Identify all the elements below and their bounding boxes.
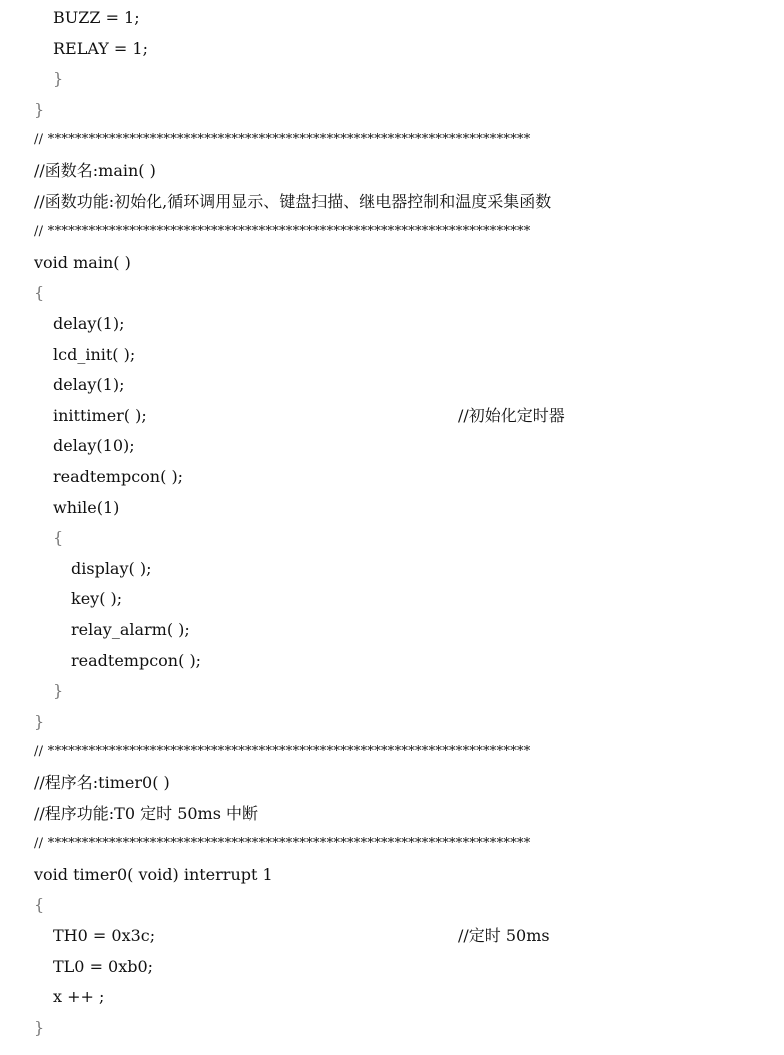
code-text: } [34, 99, 45, 119]
code-text: void main( ) [34, 252, 131, 272]
code-text: void timer0( void) interrupt 1 [34, 864, 273, 884]
code-text: RELAY = 1; [53, 38, 148, 58]
code-text: //程序功能:T0 定时 50ms 中断 [34, 803, 259, 823]
inline-comment: //定时 50ms [458, 926, 550, 945]
code-text: display( ); [71, 558, 152, 578]
code-text: delay(1); [53, 314, 125, 333]
code-text: //函数功能:初始化,循环调用显示、键盘扫描、继电器控制和温度采集函数 [34, 191, 552, 211]
inline-comment: //初始化定时器 [458, 405, 565, 425]
code-text: { [34, 283, 45, 303]
code-text: // *********************************************************************** [34, 132, 531, 148]
code-text: BUZZ = 1; [53, 8, 140, 27]
code-text: TH0 = 0x3c; [53, 926, 156, 945]
code-text: // *********************************************************************** [34, 836, 531, 852]
code-text: readtempcon( ); [53, 467, 184, 486]
code-text: x ++ ; [53, 987, 105, 1007]
code-text: relay_alarm( ); [71, 620, 190, 639]
code-text: { [53, 528, 64, 548]
code-text: key( ); [71, 589, 123, 609]
code-text: } [34, 711, 45, 731]
code-text: // *********************************************************************** [34, 224, 531, 240]
code-text: while(1) [53, 497, 120, 517]
code-text: //程序名:timer0( ) [34, 773, 170, 792]
code-text: // *********************************************************************** [34, 744, 531, 760]
code-text: delay(1); [53, 375, 125, 395]
code-text: delay(10); [53, 436, 135, 456]
code-text: } [34, 1017, 45, 1037]
code-text: { [34, 895, 45, 915]
code-text: //函数名:main( ) [34, 161, 156, 180]
code-text: } [53, 69, 64, 89]
code-text: } [53, 681, 64, 701]
code-text: inittimer( ); [53, 405, 147, 425]
code-text: TL0 = 0xb0; [53, 956, 154, 976]
code-text: lcd_init( ); [53, 344, 136, 364]
code-text: readtempcon( ); [71, 650, 202, 670]
